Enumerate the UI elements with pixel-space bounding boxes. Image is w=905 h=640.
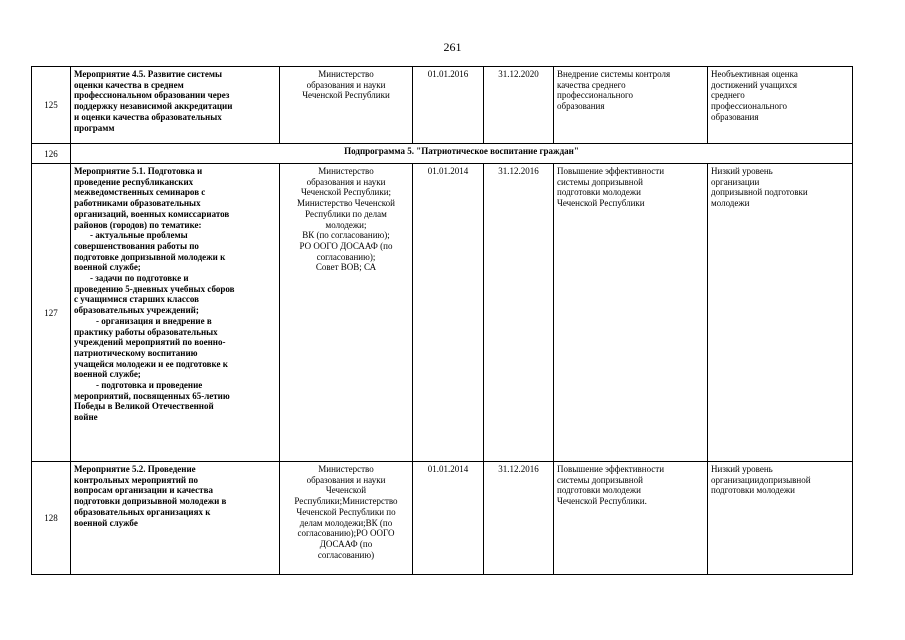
cell-line: системы допризывной	[557, 176, 643, 187]
cell-line: Республики по делам	[305, 208, 387, 219]
cell-line: проведение республиканских	[74, 176, 194, 187]
cell-line: Чеченской Республики	[302, 90, 390, 101]
activity-cell	[71, 462, 280, 575]
cell-line: Министерство	[318, 166, 374, 176]
cell-line: РО ООГО ДОСААФ (по	[299, 240, 393, 251]
cell-line: образования и науки	[306, 474, 386, 485]
row-number: 128	[32, 462, 71, 575]
start-date-cell: 01.01.2016	[413, 67, 484, 144]
cell-line: Мероприятие 5.2. Проведение	[74, 464, 196, 474]
cell-line: делам молодежи;ВК (по	[299, 517, 393, 528]
cell-line: Мероприятие 4.5. Развитие системы	[74, 69, 222, 79]
cell-line: Чеченской Республики	[557, 198, 645, 209]
subprogram-title: Подпрограмма 5. "Патриотическое воспитание граждан"	[71, 144, 853, 164]
cell-line: качества среднего	[557, 79, 626, 90]
cell-line: системы допризывной	[557, 474, 643, 485]
cell-line: контрольных мероприятий по	[74, 474, 199, 485]
cell-line: войне	[74, 412, 98, 423]
cell-line: военной службе;	[74, 262, 141, 273]
cell-line: организаций, военных комиссариатов	[74, 208, 230, 219]
cell-line: профессионального	[711, 101, 787, 112]
cell-line: образования и науки	[306, 176, 386, 187]
cell-line: образовательных учреждений;	[74, 305, 199, 316]
cell-line: учащейся молодежи и ее подготовке к	[74, 358, 228, 369]
cell-line: совершенствования работы по	[74, 240, 199, 251]
consequence-cell	[708, 462, 853, 575]
consequence-cell	[708, 164, 853, 462]
table-row-128	[32, 462, 853, 575]
cell-line: молодежи	[711, 198, 750, 209]
row-number: 125	[32, 67, 71, 144]
cell-line: - актуальные проблемы	[90, 230, 188, 241]
row-number: 127	[32, 164, 71, 462]
activity-cell	[71, 67, 280, 144]
cell-line: вопросам организации и качества	[74, 485, 213, 496]
cell-line: образования	[557, 101, 605, 112]
cell-line: Республики;Министерство	[294, 496, 398, 507]
cell-line: подготовки молодежи	[711, 485, 795, 496]
cell-line: Внедрение системы контроля	[557, 69, 671, 79]
cell-line: Повышение эффективности	[557, 166, 665, 176]
cell-line: образования и науки	[306, 79, 386, 90]
cell-line: военной службе	[74, 517, 138, 528]
cell-line: и оценки качества образовательных	[74, 111, 222, 122]
cell-line: организациидопризывной	[711, 474, 811, 485]
table-row-125	[32, 67, 853, 144]
cell-line: допризывной подготовки	[711, 187, 808, 198]
cell-line: поддержку независимой аккредитации	[74, 101, 233, 112]
expected-result-cell	[554, 67, 708, 144]
table-row-126	[32, 144, 853, 164]
end-date-cell: 31.12.2016	[484, 462, 554, 575]
consequence-cell	[708, 67, 853, 144]
page-number: 261	[443, 40, 462, 54]
cell-line: согласованию)	[317, 549, 375, 560]
cell-line: согласованию);	[316, 251, 376, 262]
cell-line: достижений учащихся	[711, 79, 797, 90]
cell-line: Победы в Великой Отечественной	[74, 401, 214, 412]
cell-line: Повышение эффективности	[557, 464, 665, 474]
cell-line: практику работы образовательных	[74, 326, 218, 337]
cell-line: Чеченской Республики по	[296, 506, 396, 517]
cell-line: с учащимися старших классов	[74, 294, 199, 305]
expected-result-cell	[554, 164, 708, 462]
cell-line: Министерство	[318, 69, 374, 79]
cell-line: подготовки молодежи	[557, 485, 641, 496]
cell-line: подготовки допризывной молодежи в	[74, 496, 227, 507]
cell-line: Необъективная оценка	[711, 69, 798, 79]
cell-line: согласованию);РО ООГО	[297, 528, 395, 539]
end-date-cell: 31.12.2016	[484, 164, 554, 462]
end-date-cell: 31.12.2020	[484, 67, 554, 144]
cell-line: подготовки молодежи	[557, 187, 641, 198]
cell-line: профессионального	[557, 90, 633, 101]
cell-line: образовательных организациях к	[74, 506, 211, 517]
cell-line: районов (городов) по тематике:	[74, 219, 202, 230]
program-activities-table	[31, 66, 853, 575]
cell-line: межведомственных семинаров с	[74, 187, 206, 198]
cell-line: Чеченской Республики.	[557, 496, 647, 507]
cell-line: учреждений мероприятий по военно-	[74, 337, 226, 348]
cell-line: работниками образовательных	[74, 198, 201, 209]
table-row-127	[32, 164, 853, 462]
cell-line: патриотическому воспитанию	[74, 347, 198, 358]
cell-line: военной службе;	[74, 369, 141, 380]
executor-cell	[280, 67, 413, 144]
cell-line: ДОСААФ (по	[319, 538, 373, 549]
cell-line: организации	[711, 176, 760, 187]
cell-line: подготовке допризывной молодежи к	[74, 251, 226, 262]
cell-line: проведению 5-дневных учебных сборов	[74, 283, 235, 294]
cell-line: мероприятий, посвященных 65-летию	[74, 390, 230, 401]
cell-line: ВК (по согласованию);	[302, 230, 390, 241]
cell-line: профессиональном образовании через	[74, 90, 230, 101]
executor-cell	[280, 164, 413, 462]
activity-cell	[71, 164, 280, 462]
cell-line: Министерство Чеченской	[297, 198, 395, 209]
cell-line: программ	[74, 122, 115, 133]
cell-line: Министерство	[318, 464, 374, 474]
cell-line: оценки качества в среднем	[74, 79, 184, 90]
expected-result-cell	[554, 462, 708, 575]
cell-line: Совет ВОВ; СА	[315, 262, 377, 273]
cell-line: Низкий уровень	[711, 166, 773, 176]
cell-line: Мероприятие 5.1. Подготовка и	[74, 166, 203, 176]
cell-line: Чеченской	[325, 485, 367, 496]
cell-line: Низкий уровень	[711, 464, 773, 474]
executor-cell	[280, 462, 413, 575]
cell-line: среднего	[711, 90, 745, 101]
cell-line: - подготовка и проведение	[96, 380, 203, 391]
cell-line: образования	[711, 111, 759, 122]
start-date-cell: 01.01.2014	[413, 462, 484, 575]
start-date-cell: 01.01.2014	[413, 164, 484, 462]
cell-line: - задачи по подготовке и	[90, 273, 189, 284]
cell-line: - организация и внедрение в	[96, 315, 212, 326]
cell-line: Чеченской Республики;	[300, 187, 392, 198]
row-number: 126	[32, 144, 71, 164]
cell-line: молодежи;	[325, 219, 367, 230]
